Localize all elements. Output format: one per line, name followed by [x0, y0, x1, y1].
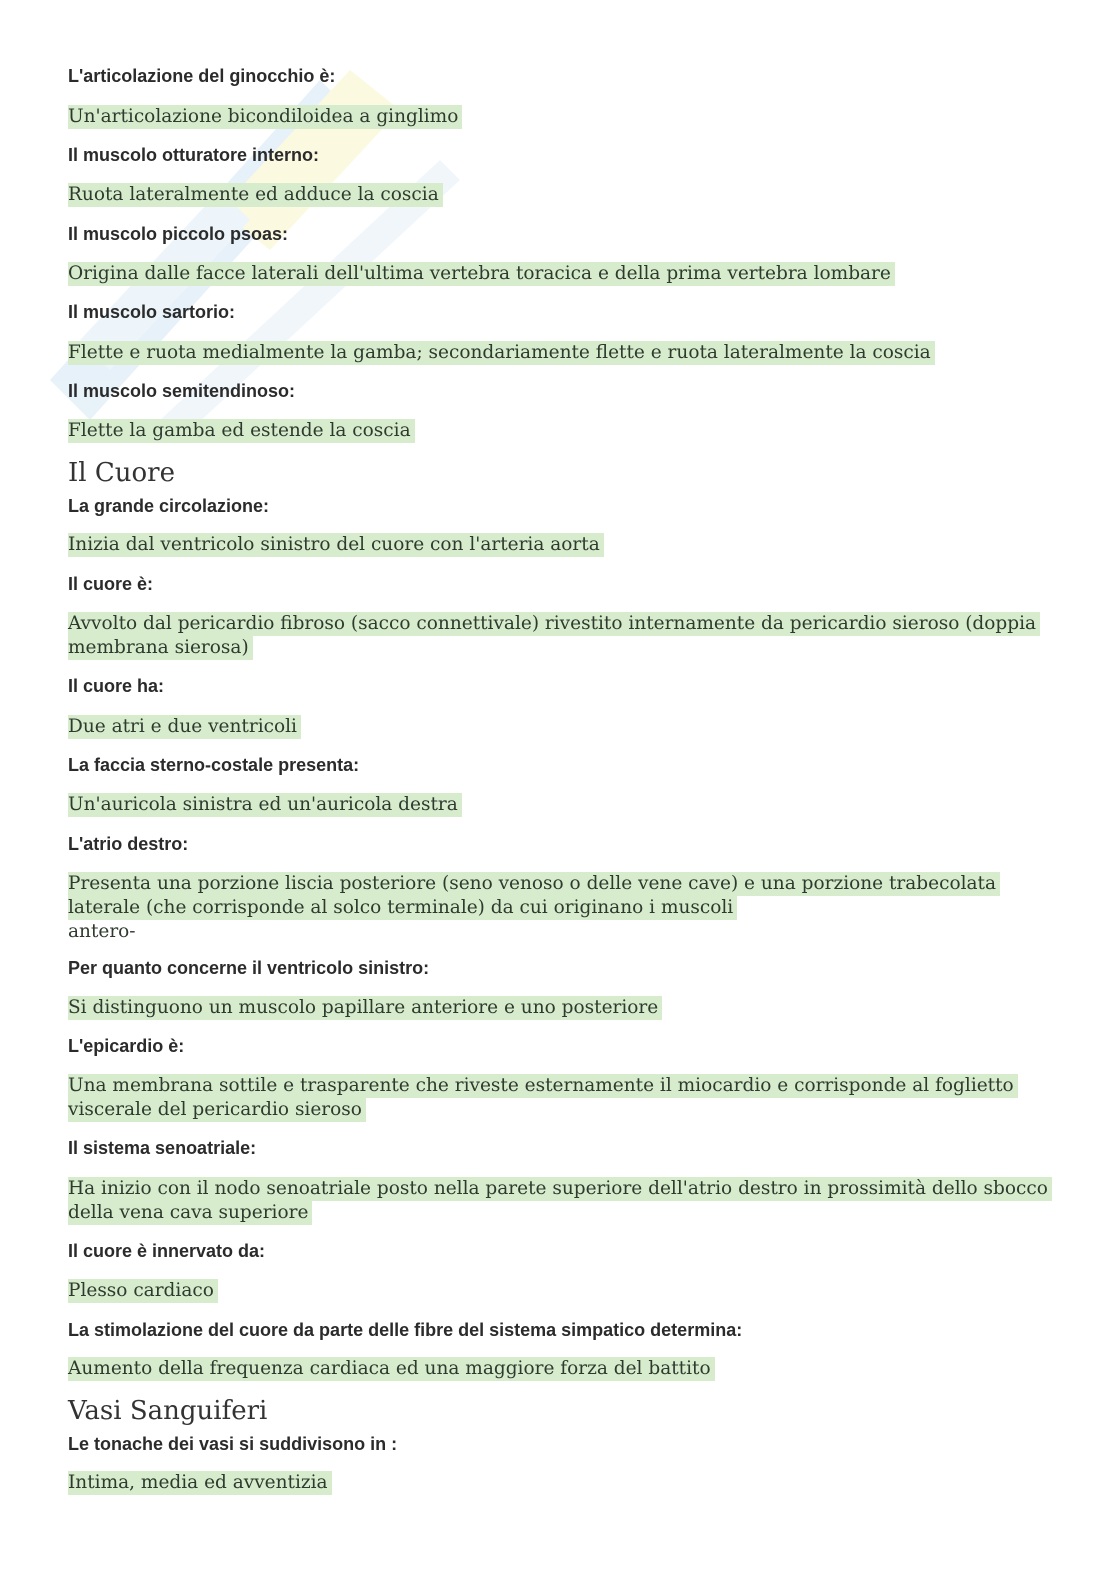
question-text: Il cuore è innervato da:	[68, 1241, 266, 1261]
answer-highlight: Flette e ruota medialmente la gamba; secondariamente flette e ruota lateralmente la coscia	[68, 341, 935, 365]
answer-highlight: Un'articolazione bicondiloidea a ginglimo	[68, 105, 462, 129]
section-heading-vasi: Vasi Sanguiferi	[68, 1396, 268, 1426]
answer-text	[68, 419, 415, 443]
question-text: Il muscolo piccolo psoas:	[68, 224, 289, 244]
answer-text	[68, 341, 935, 365]
answer-text	[68, 715, 301, 739]
question-text: Il muscolo semitendinoso:	[68, 381, 296, 401]
answer-text	[68, 105, 462, 129]
question-text: La grande circolazione:	[68, 496, 270, 516]
answer-highlight: Origina dalle facce laterali dell'ultima vertebra toracica e della prima vertebra lombare	[68, 262, 895, 286]
answer-text	[68, 1177, 1053, 1225]
answer-text	[68, 1471, 332, 1495]
question-text: L'epicardio è:	[68, 1036, 185, 1056]
answer-text	[68, 872, 1000, 944]
answer-text	[68, 612, 1053, 660]
question-text: L'atrio destro:	[68, 834, 189, 854]
answer-text	[68, 183, 443, 207]
section-heading-cuore: Il Cuore	[68, 458, 175, 488]
answer-highlight: Avvolto dal pericardio fibroso (sacco connettivale) rivestito internamente da pericardio sieroso (doppia membrana sierosa)	[68, 612, 1040, 660]
question-text: Il muscolo otturatore interno:	[68, 145, 320, 165]
answer-highlight: Due atri e due ventricoli	[68, 715, 301, 739]
answer-text	[68, 996, 662, 1020]
answer-highlight: Si distinguono un muscolo papillare anteriore e uno posteriore	[68, 996, 662, 1020]
answer-highlight: Ha inizio con il nodo senoatriale posto nella parete superiore dell'atrio destro in prossimità dello sbocco della vena cava superiore	[68, 1177, 1052, 1225]
answer-highlight: Un'auricola sinistra ed un'auricola destra	[68, 793, 462, 817]
answer-highlight: Plesso cardiaco	[68, 1279, 218, 1303]
answer-text	[68, 793, 462, 817]
question-text: Per quanto concerne il ventricolo sinistro:	[68, 958, 430, 978]
answer-text	[68, 262, 895, 286]
question-text: Le tonache dei vasi si suddivisono in :	[68, 1434, 398, 1454]
question-text: Il cuore ha:	[68, 676, 165, 696]
answer-text	[68, 533, 604, 557]
answer-highlight: laterale (che corrisponde al solco terminale) da cui originano i muscoli	[68, 896, 737, 920]
answer-highlight: Ruota lateralmente ed adduce la coscia	[68, 183, 443, 207]
question-text: L'articolazione del ginocchio è:	[68, 66, 336, 86]
answer-highlight: Presenta una porzione liscia posteriore (seno venoso o delle vene cave) e una porzione trabecolata	[68, 872, 1000, 896]
answer-highlight: Una membrana sottile e trasparente che riveste esternamente il miocardio e corrisponde al foglietto viscerale del pericardio sieroso	[68, 1074, 1018, 1122]
question-text: Il cuore è:	[68, 574, 154, 594]
answer-highlight: Inizia dal ventricolo sinistro del cuore con l'arteria aorta	[68, 533, 604, 557]
answer-highlight: Aumento della frequenza cardiaca ed una maggiore forza del battito	[68, 1357, 715, 1381]
answer-text	[68, 1279, 218, 1303]
answer-highlight: Flette la gamba ed estende la coscia	[68, 419, 415, 443]
answer-highlight: Intima, media ed avventizia	[68, 1471, 332, 1495]
answer-text	[68, 1074, 1053, 1122]
question-text: Il sistema senoatriale:	[68, 1138, 257, 1158]
question-text: Il muscolo sartorio:	[68, 302, 236, 322]
question-text: La faccia sterno-costale presenta:	[68, 755, 360, 775]
question-text: La stimolazione del cuore da parte delle fibre del sistema simpatico determina:	[68, 1320, 743, 1340]
answer-continuation: antero-	[68, 921, 136, 942]
answer-text	[68, 1357, 715, 1381]
